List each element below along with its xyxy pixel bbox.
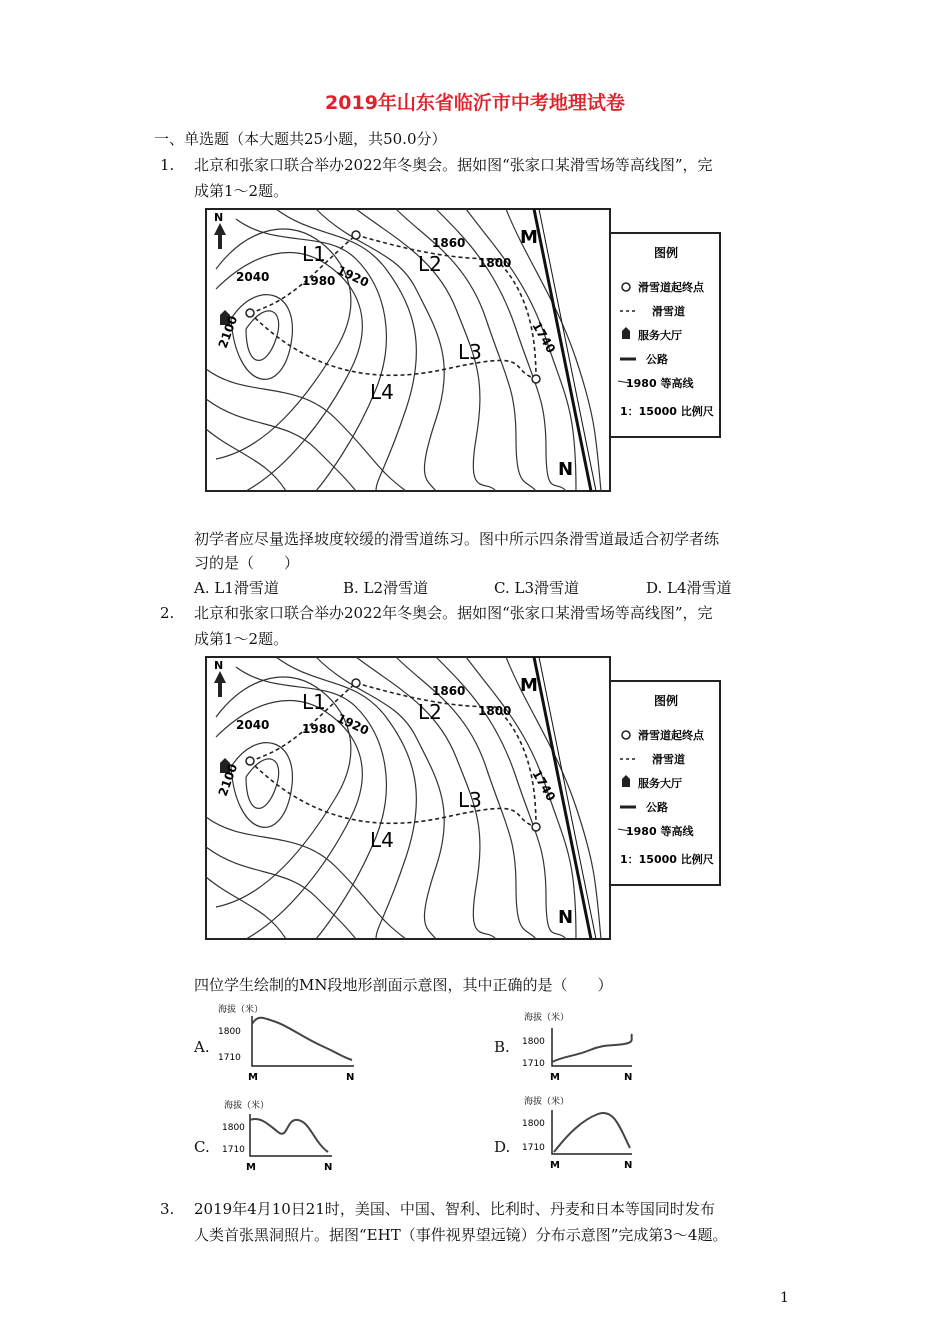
contour-map-figure xyxy=(204,205,729,495)
question-stem: 四位学生绘制的MN段地形剖面示意图，其中正确的是（ ） xyxy=(194,976,613,994)
svg-text:1800: 1800 xyxy=(522,1119,545,1129)
svg-text:海拔（米）: 海拔（米） xyxy=(524,1013,570,1023)
svg-text:M: M xyxy=(246,1162,256,1173)
section-heading: 一、单选题（本大题共25小题，共50.0分） xyxy=(154,130,447,148)
svg-text:N: N xyxy=(324,1162,333,1173)
question-intro: 人类首张黑洞照片。据图“EHT（事件视界望远镜）分布示意图”完成第3～4题。 xyxy=(194,1226,728,1244)
question-intro: 成第1～2题。 xyxy=(194,630,289,648)
svg-text:1800: 1800 xyxy=(222,1123,245,1133)
question-number: 3. xyxy=(160,1200,175,1218)
question-intro: 2019年4月10日21时，美国、中国、智利、比利时、丹麦和日本等国同时发布 xyxy=(194,1200,715,1218)
svg-text:1800: 1800 xyxy=(522,1037,545,1047)
profile-chart-c[interactable] xyxy=(220,1098,350,1178)
question-intro: 北京和张家口联合举办2022年冬奥会。据如图“张家口某滑雪场等高线图”，完 xyxy=(194,156,713,174)
svg-text:海拔（米）: 海拔（米） xyxy=(218,1005,264,1015)
question-number: 1. xyxy=(160,156,175,174)
option-c[interactable]: C. xyxy=(194,1138,210,1156)
option-b[interactable]: B. L2滑雪道 xyxy=(343,579,429,597)
page-number: 1 xyxy=(780,1290,789,1306)
svg-text:1710: 1710 xyxy=(222,1145,245,1155)
svg-text:N: N xyxy=(624,1072,633,1083)
question-stem: 初学者应尽量选择坡度较缓的滑雪道练习。图中所示四条滑雪道最适合初学者练 xyxy=(194,530,720,548)
option-b[interactable]: B. xyxy=(494,1038,510,1056)
svg-text:1710: 1710 xyxy=(522,1059,545,1069)
svg-text:M: M xyxy=(550,1072,560,1083)
page-title: 2019年山东省临沂市中考地理试卷 xyxy=(325,92,625,114)
option-c[interactable]: C. L3滑雪道 xyxy=(494,579,579,597)
option-d[interactable]: D. xyxy=(494,1138,511,1156)
svg-text:N: N xyxy=(624,1160,633,1171)
svg-text:M: M xyxy=(248,1072,258,1082)
profile-chart-d[interactable] xyxy=(520,1094,640,1174)
svg-text:海拔（米）: 海拔（米） xyxy=(224,1101,270,1111)
profile-chart-a[interactable] xyxy=(214,1002,364,1082)
svg-text:1800: 1800 xyxy=(218,1027,241,1037)
contour-map-figure xyxy=(204,653,729,943)
option-a[interactable]: A. L1滑雪道 xyxy=(194,579,279,597)
svg-text:N: N xyxy=(346,1072,355,1082)
svg-text:海拔（米）: 海拔（米） xyxy=(524,1097,570,1107)
question-intro: 北京和张家口联合举办2022年冬奥会。据如图“张家口某滑雪场等高线图”，完 xyxy=(194,604,713,622)
question-number: 2. xyxy=(160,604,175,622)
option-a[interactable]: A. xyxy=(194,1038,210,1056)
profile-chart-b[interactable] xyxy=(520,1010,640,1085)
question-intro: 成第1～2题。 xyxy=(194,182,289,200)
option-d[interactable]: D. L4滑雪道 xyxy=(646,579,732,597)
question-stem: 习的是（ ） xyxy=(194,554,300,572)
svg-text:M: M xyxy=(550,1160,560,1171)
svg-text:1710: 1710 xyxy=(218,1053,241,1063)
svg-text:1710: 1710 xyxy=(522,1143,545,1153)
